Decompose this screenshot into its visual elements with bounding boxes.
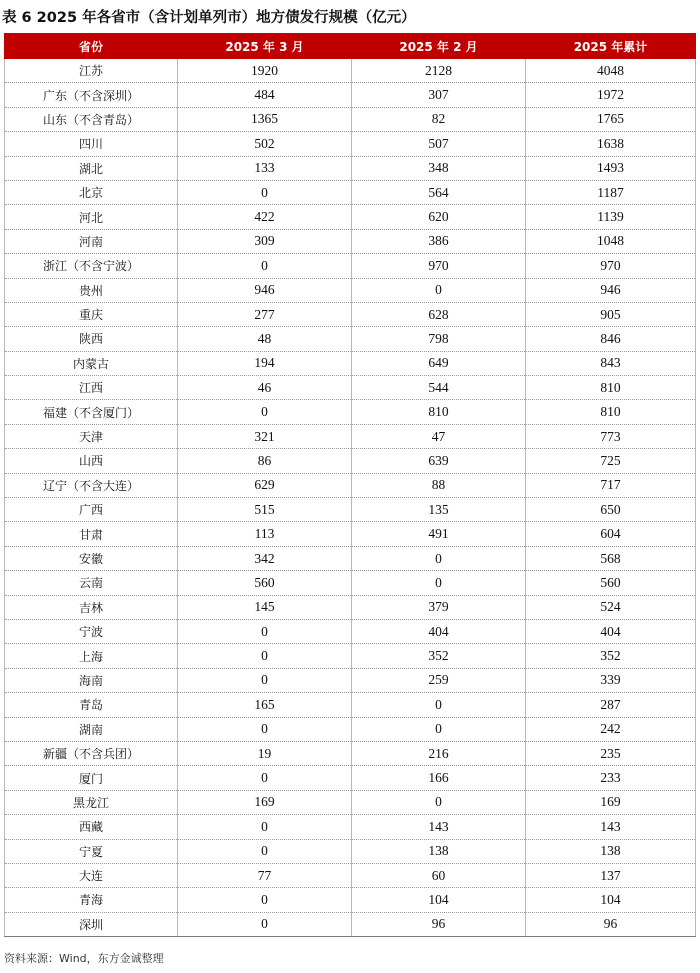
- cell-march: 309: [178, 229, 352, 253]
- cell-province: 宁波: [5, 619, 178, 643]
- cell-cumulative: 810: [526, 376, 696, 400]
- cell-march: 133: [178, 156, 352, 180]
- table-row: [5, 912, 696, 936]
- cell-cumulative: 1638: [526, 132, 696, 156]
- cell-province: 湖北: [5, 156, 178, 180]
- cell-province: 天津: [5, 424, 178, 448]
- table-row: [5, 83, 696, 107]
- header-march: 2025 年 3 月: [178, 34, 352, 59]
- cell-cumulative: 905: [526, 302, 696, 326]
- cell-province: 山东（不含青岛）: [5, 107, 178, 131]
- cell-province: 重庆: [5, 302, 178, 326]
- cell-province: 江苏: [5, 59, 178, 83]
- bond-issuance-table: [4, 33, 696, 937]
- cell-february: 104: [352, 888, 526, 912]
- table-row: [5, 815, 696, 839]
- table-row: [5, 449, 696, 473]
- cell-february: 138: [352, 839, 526, 863]
- table-row: [5, 498, 696, 522]
- cell-province: 吉林: [5, 595, 178, 619]
- cell-february: 639: [352, 449, 526, 473]
- cell-province: 云南: [5, 571, 178, 595]
- cell-cumulative: 725: [526, 449, 696, 473]
- cell-march: 19: [178, 741, 352, 765]
- table-row: [5, 180, 696, 204]
- cell-february: 620: [352, 205, 526, 229]
- cell-february: 491: [352, 522, 526, 546]
- table-row: [5, 59, 696, 83]
- cell-province: 海南: [5, 668, 178, 692]
- table-row: [5, 522, 696, 546]
- cell-march: 515: [178, 498, 352, 522]
- cell-march: 0: [178, 766, 352, 790]
- cell-cumulative: 96: [526, 912, 696, 936]
- cell-february: 135: [352, 498, 526, 522]
- cell-province: 湖南: [5, 717, 178, 741]
- table-row: [5, 790, 696, 814]
- cell-march: 113: [178, 522, 352, 546]
- cell-february: 82: [352, 107, 526, 131]
- table-row: [5, 400, 696, 424]
- cell-cumulative: 352: [526, 644, 696, 668]
- cell-march: 342: [178, 546, 352, 570]
- cell-march: 277: [178, 302, 352, 326]
- cell-february: 810: [352, 400, 526, 424]
- table-row: [5, 717, 696, 741]
- cell-cumulative: 568: [526, 546, 696, 570]
- cell-province: 广东（不含深圳）: [5, 83, 178, 107]
- table-row: [5, 302, 696, 326]
- cell-cumulative: 1048: [526, 229, 696, 253]
- table-row: [5, 327, 696, 351]
- table-row: [5, 229, 696, 253]
- cell-march: 946: [178, 278, 352, 302]
- cell-february: 386: [352, 229, 526, 253]
- table-row: [5, 254, 696, 278]
- cell-province: 河南: [5, 229, 178, 253]
- cell-february: 307: [352, 83, 526, 107]
- table-row: [5, 278, 696, 302]
- cell-cumulative: 169: [526, 790, 696, 814]
- table-row: [5, 766, 696, 790]
- cell-province: 北京: [5, 180, 178, 204]
- table-row: [5, 351, 696, 375]
- table-row: [5, 132, 696, 156]
- cell-cumulative: 1972: [526, 83, 696, 107]
- cell-cumulative: 4048: [526, 59, 696, 83]
- cell-march: 169: [178, 790, 352, 814]
- table-row: [5, 888, 696, 912]
- cell-march: 0: [178, 912, 352, 936]
- cell-march: 629: [178, 473, 352, 497]
- cell-march: 0: [178, 815, 352, 839]
- cell-cumulative: 846: [526, 327, 696, 351]
- cell-cumulative: 810: [526, 400, 696, 424]
- table-row: [5, 376, 696, 400]
- cell-february: 507: [352, 132, 526, 156]
- cell-province: 大连: [5, 863, 178, 887]
- cell-cumulative: 242: [526, 717, 696, 741]
- cell-cumulative: 773: [526, 424, 696, 448]
- cell-february: 2128: [352, 59, 526, 83]
- cell-province: 浙江（不含宁波）: [5, 254, 178, 278]
- cell-province: 安徽: [5, 546, 178, 570]
- cell-february: 47: [352, 424, 526, 448]
- cell-february: 0: [352, 717, 526, 741]
- cell-province: 内蒙古: [5, 351, 178, 375]
- cell-cumulative: 235: [526, 741, 696, 765]
- cell-cumulative: 1493: [526, 156, 696, 180]
- cell-february: 166: [352, 766, 526, 790]
- cell-cumulative: 1139: [526, 205, 696, 229]
- cell-february: 0: [352, 278, 526, 302]
- table-row: [5, 571, 696, 595]
- cell-province: 河北: [5, 205, 178, 229]
- cell-february: 348: [352, 156, 526, 180]
- cell-february: 404: [352, 619, 526, 643]
- cell-province: 新疆（不含兵团）: [5, 741, 178, 765]
- cell-cumulative: 524: [526, 595, 696, 619]
- cell-march: 560: [178, 571, 352, 595]
- table-row: [5, 863, 696, 887]
- cell-february: 216: [352, 741, 526, 765]
- cell-february: 60: [352, 863, 526, 887]
- cell-march: 0: [178, 839, 352, 863]
- cell-province: 贵州: [5, 278, 178, 302]
- table-row: [5, 693, 696, 717]
- cell-march: 0: [178, 668, 352, 692]
- cell-february: 0: [352, 546, 526, 570]
- table-title: 表 6 2025 年各省市（含计划单列市）地方债发行规模（亿元）: [2, 10, 416, 26]
- cell-cumulative: 560: [526, 571, 696, 595]
- cell-march: 1920: [178, 59, 352, 83]
- cell-march: 48: [178, 327, 352, 351]
- cell-february: 379: [352, 595, 526, 619]
- cell-march: 0: [178, 888, 352, 912]
- cell-province: 甘肃: [5, 522, 178, 546]
- cell-province: 黑龙江: [5, 790, 178, 814]
- cell-province: 青海: [5, 888, 178, 912]
- cell-february: 970: [352, 254, 526, 278]
- table-row: [5, 107, 696, 131]
- cell-february: 798: [352, 327, 526, 351]
- cell-march: 145: [178, 595, 352, 619]
- table-row: [5, 741, 696, 765]
- source-note: 资料来源：Wind，东方金诚整理: [4, 952, 164, 965]
- cell-february: 143: [352, 815, 526, 839]
- cell-february: 96: [352, 912, 526, 936]
- cell-province: 广西: [5, 498, 178, 522]
- cell-february: 352: [352, 644, 526, 668]
- cell-cumulative: 339: [526, 668, 696, 692]
- table-row: [5, 619, 696, 643]
- cell-province: 山西: [5, 449, 178, 473]
- cell-march: 422: [178, 205, 352, 229]
- cell-march: 165: [178, 693, 352, 717]
- cell-province: 四川: [5, 132, 178, 156]
- cell-february: 88: [352, 473, 526, 497]
- cell-province: 福建（不含厦门）: [5, 400, 178, 424]
- cell-cumulative: 138: [526, 839, 696, 863]
- cell-march: 0: [178, 180, 352, 204]
- cell-cumulative: 843: [526, 351, 696, 375]
- cell-march: 502: [178, 132, 352, 156]
- cell-cumulative: 287: [526, 693, 696, 717]
- cell-cumulative: 650: [526, 498, 696, 522]
- table-row: [5, 595, 696, 619]
- cell-february: 259: [352, 668, 526, 692]
- cell-february: 0: [352, 693, 526, 717]
- cell-february: 649: [352, 351, 526, 375]
- cell-march: 1365: [178, 107, 352, 131]
- cell-cumulative: 233: [526, 766, 696, 790]
- table-row: [5, 644, 696, 668]
- cell-march: 0: [178, 717, 352, 741]
- header-province: 省份: [5, 34, 178, 59]
- table-row: [5, 473, 696, 497]
- cell-province: 西藏: [5, 815, 178, 839]
- cell-cumulative: 404: [526, 619, 696, 643]
- cell-february: 0: [352, 571, 526, 595]
- cell-province: 辽宁（不含大连）: [5, 473, 178, 497]
- cell-march: 0: [178, 400, 352, 424]
- header-february: 2025 年 2 月: [352, 34, 526, 59]
- cell-february: 544: [352, 376, 526, 400]
- cell-cumulative: 143: [526, 815, 696, 839]
- table-header-row: [5, 34, 696, 59]
- cell-cumulative: 1765: [526, 107, 696, 131]
- cell-cumulative: 946: [526, 278, 696, 302]
- cell-cumulative: 137: [526, 863, 696, 887]
- table-row: [5, 156, 696, 180]
- cell-cumulative: 970: [526, 254, 696, 278]
- cell-province: 宁夏: [5, 839, 178, 863]
- cell-cumulative: 717: [526, 473, 696, 497]
- header-cumulative: 2025 年累计: [526, 34, 696, 59]
- cell-february: 628: [352, 302, 526, 326]
- table-row: [5, 668, 696, 692]
- cell-march: 0: [178, 619, 352, 643]
- table-row: [5, 546, 696, 570]
- cell-march: 77: [178, 863, 352, 887]
- cell-province: 江西: [5, 376, 178, 400]
- cell-march: 86: [178, 449, 352, 473]
- cell-march: 0: [178, 254, 352, 278]
- table-row: [5, 205, 696, 229]
- cell-february: 0: [352, 790, 526, 814]
- table-row: [5, 424, 696, 448]
- cell-province: 陕西: [5, 327, 178, 351]
- cell-march: 0: [178, 644, 352, 668]
- cell-cumulative: 604: [526, 522, 696, 546]
- cell-february: 564: [352, 180, 526, 204]
- cell-march: 484: [178, 83, 352, 107]
- cell-province: 上海: [5, 644, 178, 668]
- cell-province: 青岛: [5, 693, 178, 717]
- cell-march: 46: [178, 376, 352, 400]
- cell-cumulative: 1187: [526, 180, 696, 204]
- cell-march: 194: [178, 351, 352, 375]
- table-row: [5, 839, 696, 863]
- cell-cumulative: 104: [526, 888, 696, 912]
- cell-province: 厦门: [5, 766, 178, 790]
- cell-province: 深圳: [5, 912, 178, 936]
- cell-march: 321: [178, 424, 352, 448]
